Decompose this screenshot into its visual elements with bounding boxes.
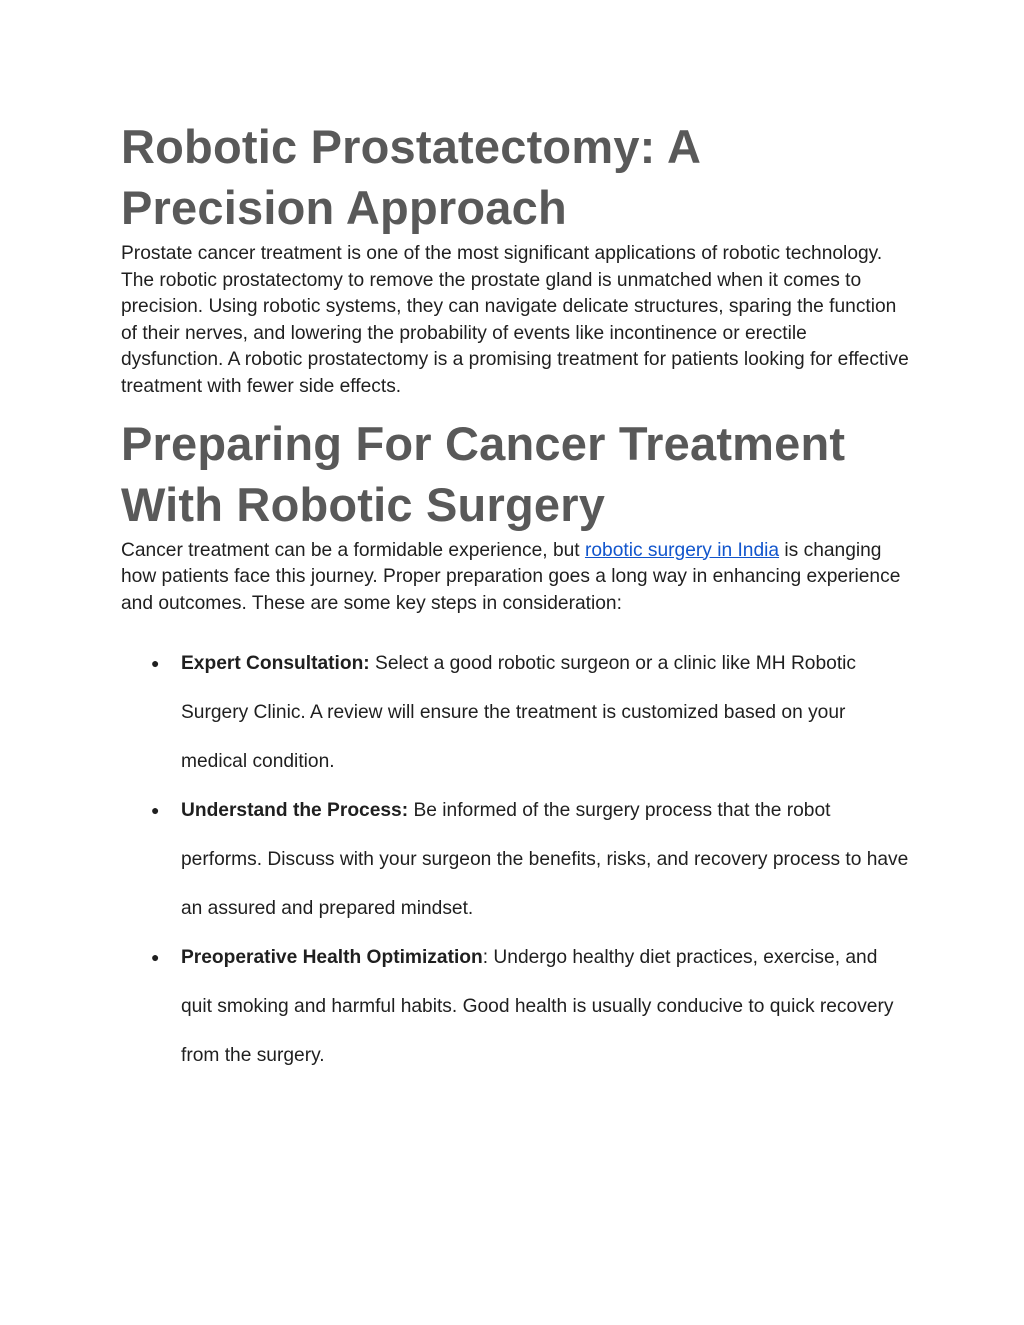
intro-text-after-link: is changing how patients face this journey. Proper preparation goes a long way in enhancing experience and outcomes. These are some key steps in consideration: [121,539,901,614]
section-paragraph-robotic-prostatectomy: Prostate cancer treatment is one of the most significant applications of robotic technology. The robotic prostatectomy to remove the prostate gland is unmatched when it comes to precision. Using robotic systems, they can navigate delicate structures, sparing the function of their nerves, and lowering the probability of events like incontinence or erectile dysfunction. A robotic prostatectomy is a promising treatment for patients looking for effective treatment with fewer side effects. [121,243,909,397]
list-item-label: Preoperative Health Optimization [181,947,483,969]
intro-text-before-link: Cancer treatment can be a formidable experience, but [121,539,585,561]
list-item-understand-process [121,786,911,933]
bullet-icon: ● [151,655,160,672]
bullet-icon: ● [151,949,160,966]
section-heading-robotic-prostatectomy: Robotic Prostatectomy: A Precision Approach [121,120,700,234]
list-item-expert-consultation [121,639,911,786]
preparation-steps-list [121,639,911,1080]
section-intro-paragraph [121,538,911,618]
list-item-preoperative-health [121,933,911,1080]
list-item-text: : Undergo healthy diet practices, exercise, and quit smoking and harmful habits. Good health is usually conducive to quick recovery from the surgery. [181,947,894,1067]
list-item-label: Understand the Process: [181,800,409,822]
list-item-text: Be informed of the surgery process that the robot performs. Discuss with your surgeon the benefits, risks, and recovery process to have an assured and prepared mindset. [181,800,909,920]
list-item-text: Select a good robotic surgeon or a clinic like MH Robotic Surgery Clinic. A review will ensure the treatment is customized based on your medical condition. [181,653,857,773]
bullet-icon: ● [151,802,160,819]
section-heading-preparing-for-treatment: Preparing For Cancer Treatment With Robotic Surgery [121,416,846,531]
document-page [121,116,911,1080]
robotic-surgery-india-link[interactable]: robotic surgery in India [584,539,780,561]
list-item-label: Expert Consultation: [181,653,370,675]
